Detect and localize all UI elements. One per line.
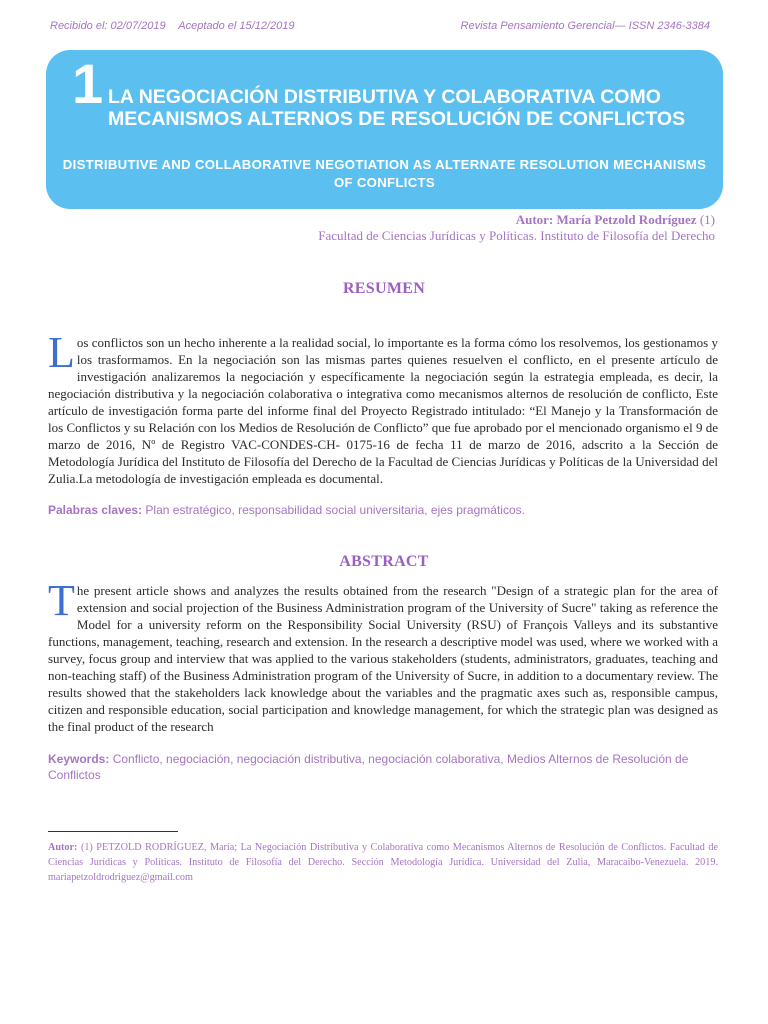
resumen-dropcap: L — [48, 328, 75, 377]
journal-name: Revista Pensamiento Gerencial— ISSN 2346-3384 — [460, 20, 710, 32]
author-label: Autor: — [515, 212, 554, 227]
footnote — [48, 840, 718, 885]
author-ref: (1) — [699, 212, 715, 227]
title-english: DISTRIBUTIVE AND COLLABORATIVE NEGOTIATION AS ALTERNATE RESOLUTION MECHANISMS OF CONFLICTS — [62, 157, 707, 190]
abstract-text: he present article shows and analyzes the results obtained from the research "Design of a strategic plan for the area of extension and social projection of the Business Administration program of the University of Sucre" taking as reference the Model for a university reform on the Responsibility Social University (RSU) of François Valleys and its substantive functions, management, teaching, research and extension. In the research a descriptive model was used, where we worked with a survey, focus group and interview that was applied to the various stakeholders (students, administrators, graduates, teaching and non-teaching staff) of the Business Administration program of the University of Sucre, in addition to a documentary review. The results showed that the stakeholders lack knowledge about the variables and the pragmatic axes such as, responsible campus, citizen and responsible education, social participation and knowledge management, for which the strategic plan was designed as the final product of the research — [48, 583, 718, 734]
author-affiliation: Facultad de Ciencias Jurídicas y Políticas. Instituto de Filosofía del Derecho — [318, 228, 715, 243]
author-block — [318, 212, 715, 244]
footnote-text: (1) PETZOLD RODRÍGUEZ, María; La Negociación Distributiva y Colaborativa como Mecanismos Alternos de Resolución de Conflictos. Facultad de Ciencias Jurídicas y Políticas. Instituto de Filosofía del Derecho. Sección Metodología Jurídica. Universidad del Zulia, Maracaibo-Venezuela. 2019. mariapetzoldrodriguez@gmail.com — [48, 842, 718, 883]
resumen-keywords — [48, 502, 718, 518]
abstract-body — [48, 576, 718, 735]
accepted-date: Aceptado el 15/12/2019 — [178, 20, 295, 32]
keywords-text: Conflicto, negociación, negociación distributiva, negociación colaborativa, Medios Alternos de Resolución de Conflictos — [48, 752, 689, 782]
palabras-claves-label: Palabras claves: — [48, 503, 143, 517]
resumen-text: os conflictos son un hecho inherente a la realidad social, lo importante es la forma cómo los resolvemos, los gestionamos y los trasformamos. En la negociación son las mismas partes quienes resuelven el conflicto, en el presente artículo de investigación analizaremos la negociación y específicamente la negociación según la estrategia empleada, es decir, la negociación distributiva y la negociación colaborativa o integrativa como mecanismos alternos de resolución de conflicto, Este artículo de investigación forma parte del informe final del Proyecto Registrado intitulado: “El Manejo y la Transformación de los Conflictos y su Relación con los Medios de Resolución de Conflicto” que fue aprobado por el mencionado organismo el 9 de marzo de 2016, Nº de Registro VAC-CONDES-CH- 0175-16 de fecha 11 de marzo de 2016, adscrito a la Sección de Metodología Jurídica del Instituto de Filosofía del Derecho de la Facultad de Ciencias Jurídicas y Políticas de la Universidad del Zulia.La metodología de investigación empleada es documental. — [48, 335, 718, 486]
abstract-heading: ABSTRACT — [339, 553, 429, 570]
palabras-claves-text: Plan estratégico, responsabilidad social universitaria, ejes pragmáticos. — [145, 503, 525, 517]
keywords-label: Keywords: — [48, 752, 110, 766]
page-header — [50, 20, 710, 32]
resumen-heading: RESUMEN — [342, 280, 426, 297]
received-date: Recibido el: 02/07/2019 — [50, 20, 166, 32]
dates — [50, 20, 304, 32]
author-name: María Petzold Rodríguez — [556, 212, 697, 227]
article-number: 1 — [72, 52, 104, 115]
footnote-label: Autor: — [48, 842, 78, 853]
abstract-keywords — [48, 751, 718, 783]
resumen-body — [48, 328, 718, 487]
abstract-dropcap: T — [48, 576, 75, 625]
title-banner — [46, 50, 723, 209]
title-spanish: LA NEGOCIACIÓN DISTRIBUTIVA Y COLABORATIVA COMO MECANISMOS ALTERNOS DE RESOLUCIÓN DE CONFLICTOS — [108, 86, 686, 130]
footnote-rule — [48, 831, 178, 832]
